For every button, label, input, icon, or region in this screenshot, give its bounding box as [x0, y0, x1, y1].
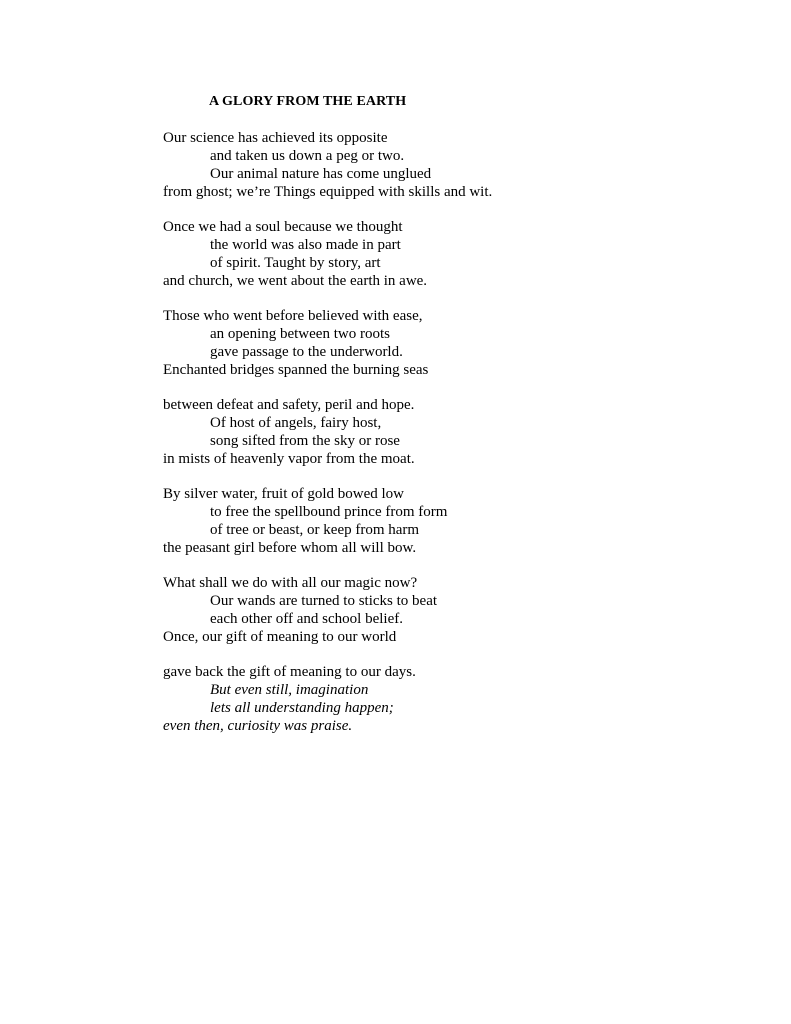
poem-line: of spirit. Taught by story, art: [210, 254, 381, 271]
poem-line: to free the spellbound prince from form: [210, 504, 448, 521]
stanza-5: [163, 486, 723, 558]
stanza-2: [163, 219, 723, 291]
poem-line: the peasant girl before whom all will bow.: [163, 539, 417, 556]
poem-line: Once we had a soul because we thought: [163, 219, 403, 236]
poem-line: gave passage to the underworld.: [210, 343, 403, 360]
stanza-6: [163, 575, 723, 647]
poem-line: Enchanted bridges spanned the burning seas: [163, 361, 429, 378]
poem-line: Of host of angels, fairy host,: [210, 415, 382, 432]
poem-line: an opening between two roots: [210, 326, 390, 343]
poem-line: By silver water, fruit of gold bowed low: [163, 486, 405, 503]
poem-line: and church, we went about the earth in awe.: [163, 272, 428, 289]
poem-line: the world was also made in part: [210, 236, 401, 253]
poem-line: from ghost; we’re Things equipped with skills and wit.: [163, 183, 493, 200]
stanza-7: [163, 664, 723, 736]
stanza-3: [163, 308, 723, 380]
poem-line: Once, our gift of meaning to our world: [163, 628, 397, 645]
poem-line: Our animal nature has come unglued: [210, 165, 432, 182]
poem-title: A GLORY FROM THE EARTH: [209, 94, 407, 109]
poem-line: song sifted from the sky or rose: [210, 432, 400, 449]
poem-line: Those who went before believed with ease,: [163, 308, 423, 325]
poem-line: in mists of heavenly vapor from the moat.: [163, 450, 415, 467]
poem-line: But even still, imagination: [210, 682, 369, 699]
poem-line: and taken us down a peg or two.: [210, 147, 405, 164]
stanza-4: [163, 397, 723, 469]
poem-line: Our science has achieved its opposite: [163, 130, 388, 146]
poem-body: [163, 130, 723, 753]
poem-line: gave back the gift of meaning to our days.: [163, 664, 416, 681]
poem-line: What shall we do with all our magic now?: [163, 575, 418, 592]
poem-line: each other off and school belief.: [210, 611, 403, 628]
poem-line: Our wands are turned to sticks to beat: [210, 593, 438, 610]
poem-line: even then, curiosity was praise.: [163, 718, 353, 735]
poem-line: of tree or beast, or keep from harm: [210, 522, 420, 539]
poem-line: between defeat and safety, peril and hope.: [163, 397, 415, 414]
poem-line: lets all understanding happen;: [210, 700, 394, 717]
stanza-1: [163, 130, 723, 202]
